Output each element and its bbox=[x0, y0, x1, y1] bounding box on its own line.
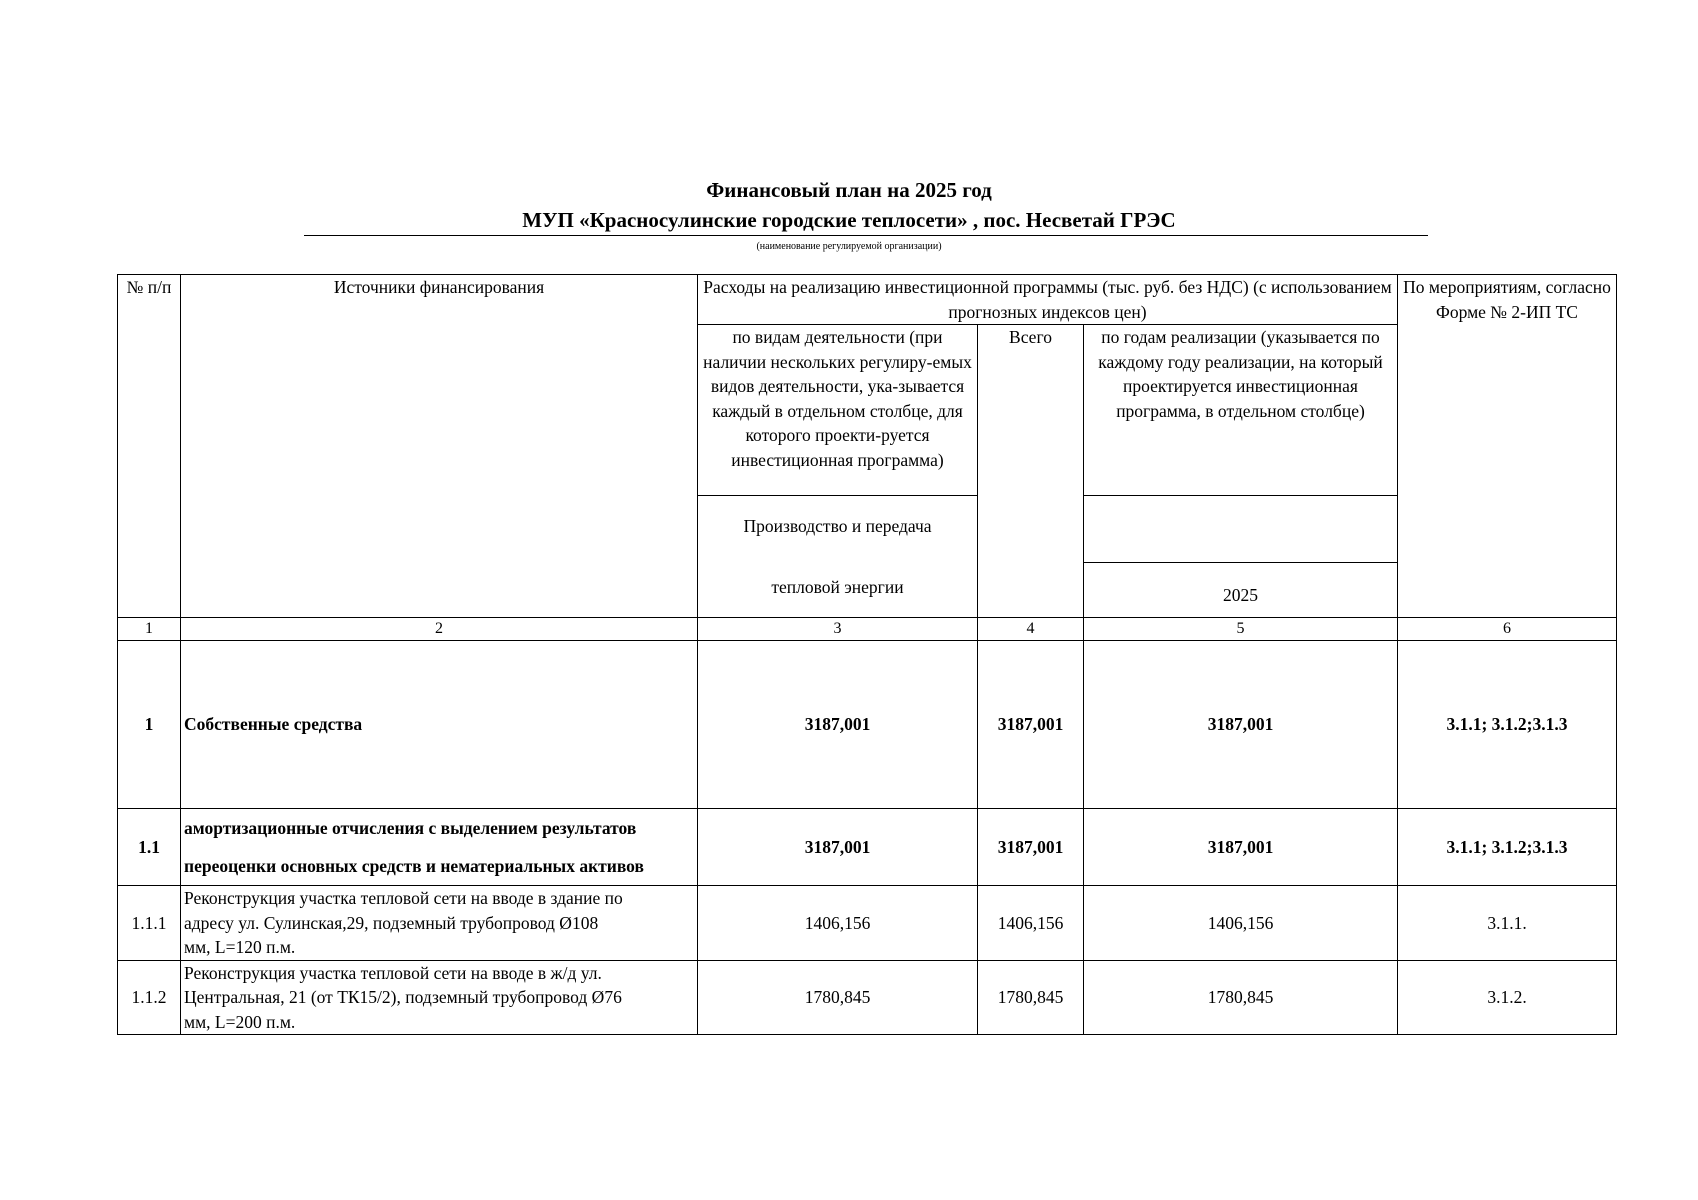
row-source-line3: мм, L=200 п.м. bbox=[184, 1011, 296, 1032]
row-activity-value: 3187,001 bbox=[698, 809, 978, 886]
header-by-year: по годам реализации (указывается по каждому году реализации, на который проектируется инвестиционная программа, в отдельном столбце) bbox=[1084, 325, 1398, 496]
table-row bbox=[118, 809, 1617, 886]
organization-name: МУП «Красносулинские городские теплосети» , пос. Несветай ГРЭС bbox=[522, 208, 1176, 232]
organization-underline bbox=[304, 235, 1428, 236]
row-total-value: 1780,845 bbox=[978, 960, 1084, 1035]
header-year-empty bbox=[1084, 496, 1398, 563]
row-num: 1.1.1 bbox=[118, 886, 181, 961]
header-source: Источники финансирования bbox=[181, 275, 698, 618]
document-title: Финансовый план на 2025 год bbox=[706, 178, 992, 202]
header-by-activity: по видам деятельности (при наличии нескольких регулиру-емых видов деятельности, ука-зывается каждый в отдельном столбце, для которого проекти-руется инвестиционная программа) bbox=[698, 325, 978, 496]
row-source bbox=[181, 960, 698, 1035]
row-num: 1 bbox=[118, 641, 181, 809]
row-total-value: 1406,156 bbox=[978, 886, 1084, 961]
column-number-3: 3 bbox=[698, 618, 978, 641]
header-total: Всего bbox=[978, 325, 1084, 618]
row-year-value: 1780,845 bbox=[1084, 960, 1398, 1035]
organization-caption: (наименование регулируемой организации) bbox=[756, 241, 942, 252]
row-activity-value: 3187,001 bbox=[698, 641, 978, 809]
row-source-line2: адресу ул. Сулинская,29, подземный трубопровод Ø108 bbox=[184, 912, 599, 933]
row-year-value: 1406,156 bbox=[1084, 886, 1398, 961]
column-number-5: 5 bbox=[1084, 618, 1398, 641]
row-source-line1: амортизационные отчисления с выделением результатов bbox=[184, 818, 637, 838]
table-row bbox=[118, 641, 1617, 809]
row-source-line2: переоценки основных средств и нематериальных активов bbox=[184, 856, 644, 876]
header-activity-line2: тепловой энергии bbox=[771, 577, 904, 597]
row-num: 1.1 bbox=[118, 809, 181, 886]
row-total-value: 3187,001 bbox=[978, 641, 1084, 809]
financial-plan-table bbox=[117, 274, 1617, 1035]
row-measures: 3.1.2. bbox=[1398, 960, 1617, 1035]
header-year: 2025 bbox=[1084, 563, 1398, 618]
column-number-4: 4 bbox=[978, 618, 1084, 641]
table-row bbox=[118, 886, 1617, 961]
row-measures: 3.1.1; 3.1.2;3.1.3 bbox=[1398, 809, 1617, 886]
row-source: Собственные средства bbox=[181, 641, 698, 809]
table-row bbox=[118, 960, 1617, 1035]
row-source bbox=[181, 809, 698, 886]
column-number-2: 2 bbox=[181, 618, 698, 641]
row-source-line3: мм, L=120 п.м. bbox=[184, 937, 296, 957]
header-expenses: Расходы на реализацию инвестиционной программы (тыс. руб. без НДС) (с использованием прогнозных индексов цен) bbox=[698, 275, 1398, 325]
header-num: № п/п bbox=[118, 275, 181, 618]
header-activity-name bbox=[698, 496, 978, 618]
column-number-6: 6 bbox=[1398, 618, 1617, 641]
row-source bbox=[181, 886, 698, 961]
row-activity-value: 1780,845 bbox=[698, 960, 978, 1035]
column-number-1: 1 bbox=[118, 618, 181, 641]
row-year-value: 3187,001 bbox=[1084, 809, 1398, 886]
header-activity-line1: Производство и передача bbox=[743, 516, 932, 536]
row-measures: 3.1.1. bbox=[1398, 886, 1617, 961]
row-source-line1: Реконструкция участка тепловой сети на вводе в ж/д ул. bbox=[184, 962, 602, 983]
row-source-line2: Центральная, 21 (от ТК15/2), подземный трубопровод Ø76 bbox=[184, 987, 622, 1007]
row-num: 1.1.2 bbox=[118, 960, 181, 1035]
row-source-line1: Реконструкция участка тепловой сети на вводе в здание по bbox=[184, 888, 623, 908]
row-total-value: 3187,001 bbox=[978, 809, 1084, 886]
row-activity-value: 1406,156 bbox=[698, 886, 978, 961]
row-measures: 3.1.1; 3.1.2;3.1.3 bbox=[1398, 641, 1617, 809]
row-year-value: 3187,001 bbox=[1084, 641, 1398, 809]
header-measures: По мероприятиям, согласно Форме № 2-ИП ТС bbox=[1398, 275, 1617, 618]
